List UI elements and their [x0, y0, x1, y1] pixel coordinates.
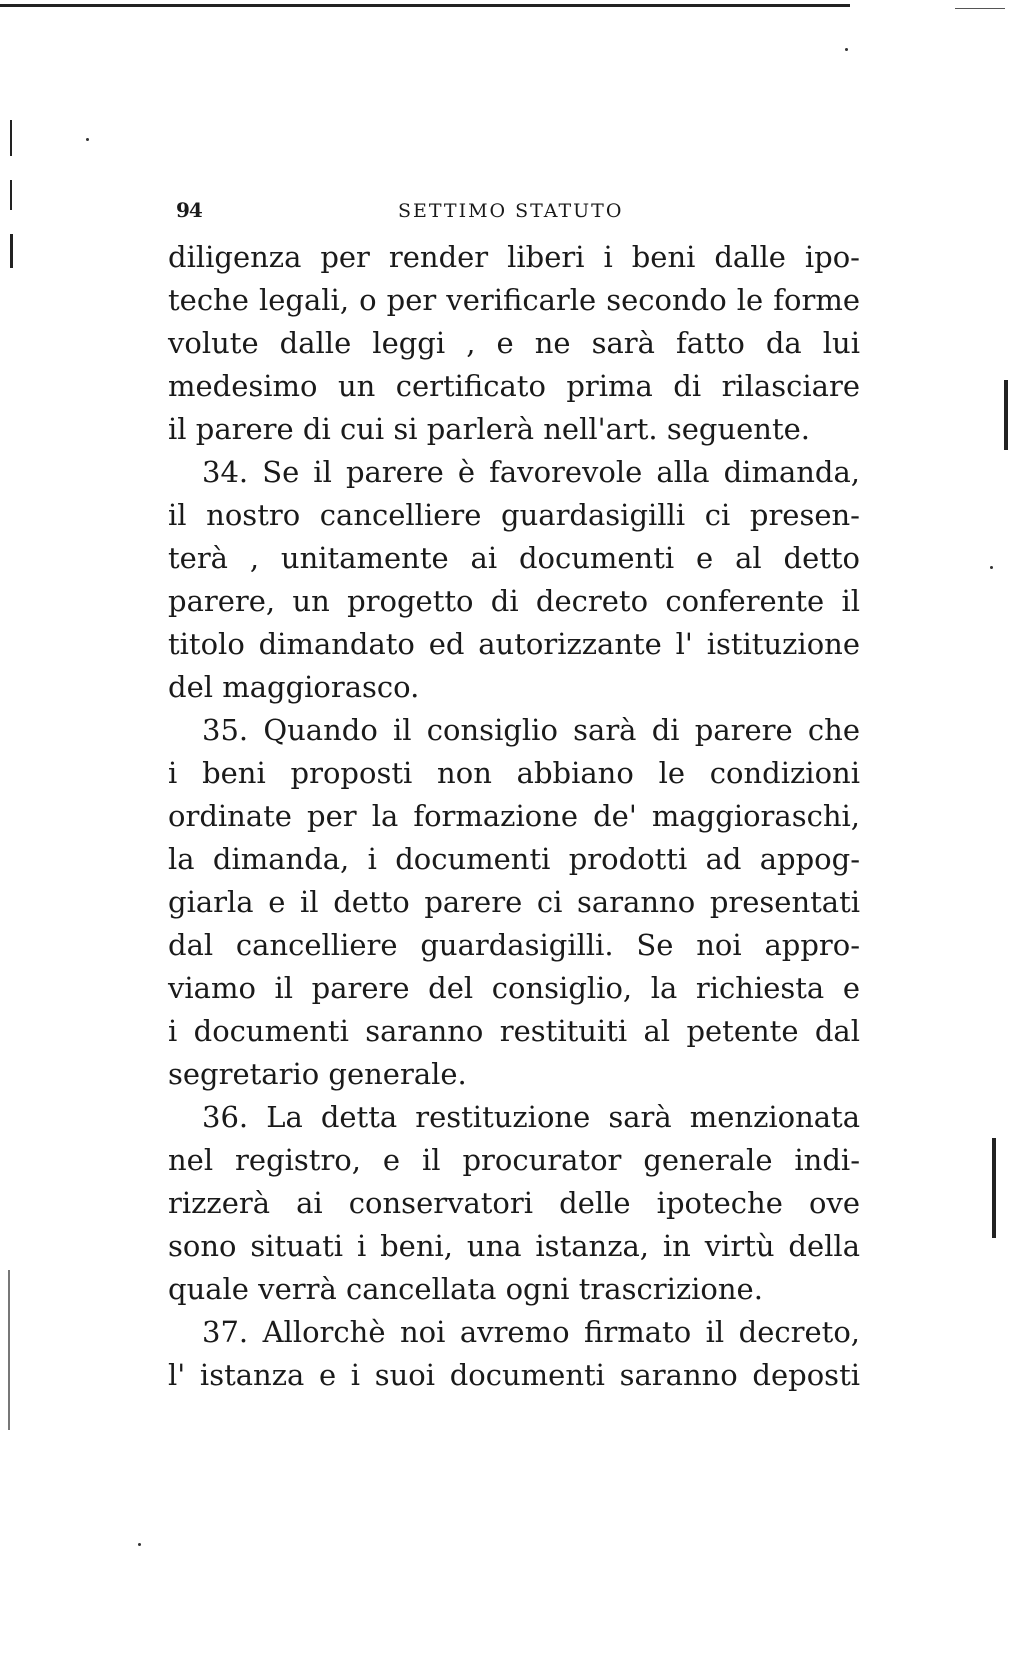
text-line: parere, un progetto di decreto conferente il	[168, 584, 860, 618]
text-line: l' istanza e i suoi documenti saranno deposti	[168, 1358, 860, 1392]
text-line: titolo dimandato ed autorizzante l' istituzione	[168, 627, 860, 661]
text-line: terà , unitamente ai documenti e al detto	[168, 541, 860, 575]
text-line: la dimanda, i documenti prodotti ad appog-	[168, 842, 860, 876]
text-line: del maggiorasco.	[168, 670, 420, 704]
scan-top-rule	[0, 4, 850, 7]
scan-dot-4	[138, 1543, 141, 1546]
article-34-start: 34. Se il parere è favorevole alla dimanda,	[202, 455, 860, 489]
text-line: teche legali, o per verificarle secondo le forme	[168, 283, 860, 317]
scan-top-rule-right	[955, 8, 1005, 9]
text-line: giarla e il detto parere ci saranno presentati	[168, 885, 860, 919]
text-line: medesimo un certificato prima di rilasciare	[168, 369, 860, 403]
page-number: 94	[176, 198, 202, 222]
scan-dot-3	[990, 566, 993, 569]
text-line: rizzerà ai conservatori delle ipoteche ove	[168, 1186, 860, 1220]
text-line: nel registro, e il procurator generale indi-	[168, 1143, 860, 1177]
text-line: dal cancelliere guardasigilli. Se noi appro-	[168, 928, 860, 962]
text-line: i beni proposti non abbiano le condizioni	[168, 756, 860, 790]
text-line: sono situati i beni, una istanza, in virtù della	[168, 1229, 860, 1263]
text-line: diligenza per render liberi i beni dalle ipo-	[168, 240, 860, 274]
text-line: i documenti saranno restituiti al petente dal	[168, 1014, 860, 1048]
scan-mark-left-3	[10, 234, 13, 268]
text-line: il nostro cancelliere guardasigilli ci presen-	[168, 498, 860, 532]
article-35-start: 35. Quando il consiglio sarà di parere che	[202, 713, 860, 747]
text-line: il parere di cui si parlerà nell'art. seguente.	[168, 412, 811, 446]
running-head: SETTIMO STATUTO	[398, 200, 624, 222]
text-line: volute dalle leggi , e ne sarà fatto da lui	[168, 326, 860, 360]
scan-mark-left-2	[10, 180, 12, 210]
page-header	[176, 198, 866, 226]
scan-mark-left-4	[8, 1270, 10, 1430]
text-line: viamo il parere del consiglio, la richiesta e	[168, 971, 860, 1005]
text-line: ordinate per la formazione de' maggioraschi,	[168, 799, 860, 833]
scan-mark-right-2	[992, 1138, 996, 1238]
text-line: segretario generale.	[168, 1057, 467, 1091]
scan-mark-left-1	[10, 120, 12, 156]
scan-dot-1	[86, 138, 89, 141]
scan-dot-2	[845, 48, 848, 51]
body-text	[168, 236, 860, 1397]
scan-mark-right-1	[1004, 380, 1008, 450]
article-37-start: 37. Allorchè noi avremo firmato il decreto,	[202, 1315, 860, 1349]
text-line: quale verrà cancellata ogni trascrizione.	[168, 1272, 763, 1306]
article-36-start: 36. La detta restituzione sarà menzionata	[202, 1100, 860, 1134]
